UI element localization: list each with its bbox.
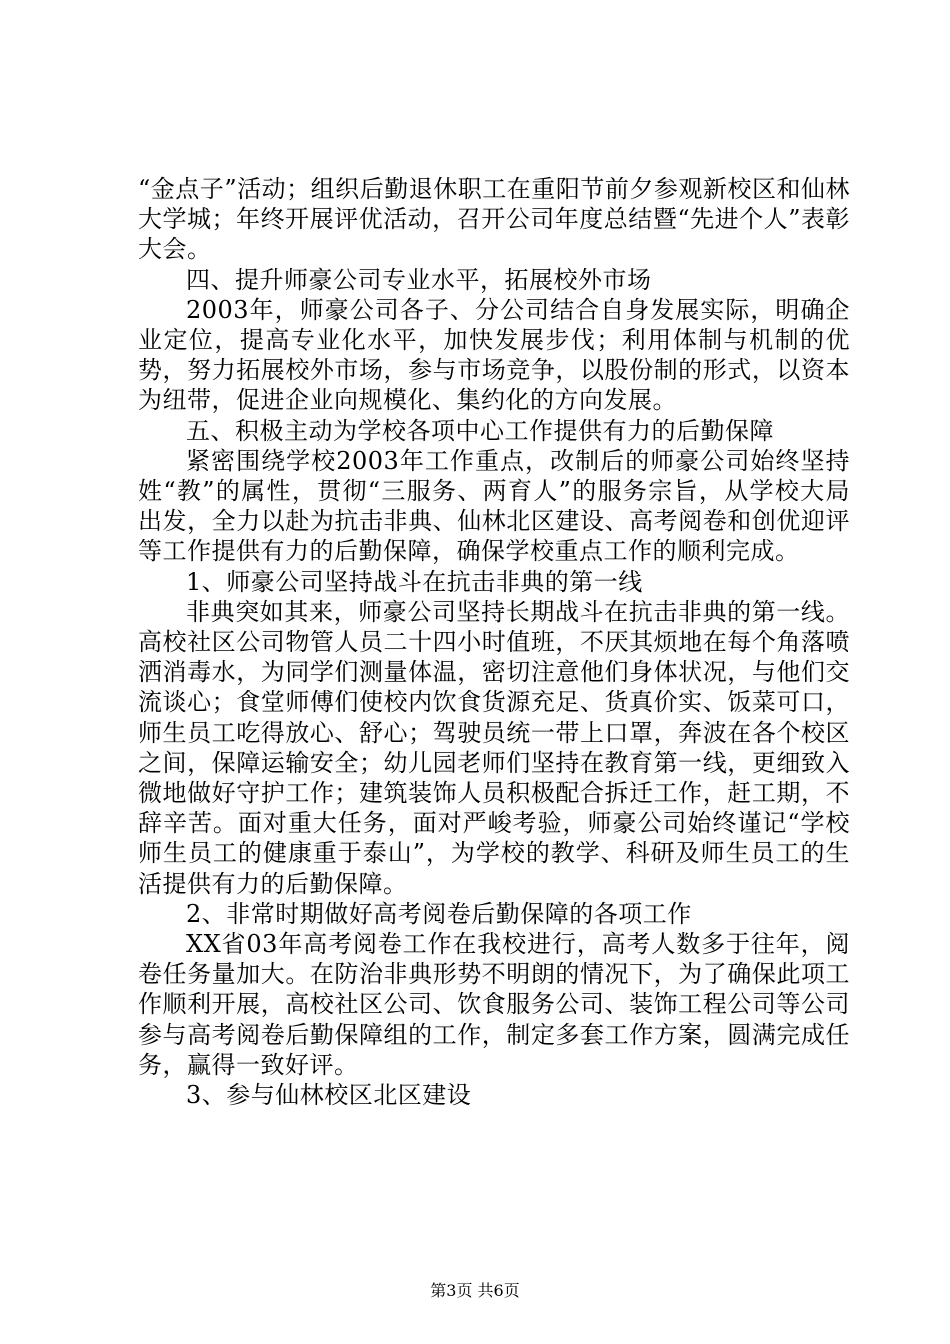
document-body [138,174,850,1110]
paragraph: 紧密围绕学校2003年工作重点，改制后的师豪公司始终坚持姓“教”的属性，贯彻“三服务、两育人”的服务宗旨，从学校大局出发，全力以赴为抗击非典、仙林北区建设、高考阅卷和创优迎评等工作提供有力的后勤保障，确保学校重点工作的顺利完成。 [138,446,850,566]
paragraph: “金点子”活动；组织后勤退休职工在重阳节前夕参观新校区和仙林大学城；年终开展评优活动，召开公司年度总结暨“先进个人”表彰大会。 [138,175,850,264]
section-heading: 五、积极主动为学校各项中心工作提供有力的后勤保障 [186,416,774,445]
subsection-heading: 2、非常时期做好高考阅卷后勤保障的各项工作 [186,899,692,928]
subsection-heading: 3、参与仙林校区北区建设 [186,1081,472,1110]
paragraph: 2003年，师豪公司各子、分公司结合自身发展实际，明确企业定位，提高专业化水平，加快发展步伐；利用体制与机制的优势，努力拓展校外市场，参与市场竞争，以股份制的形式，以资本为纽带，促进企业向规模化、集约化的方向发展。 [138,295,850,415]
section-heading: 四、提升师豪公司专业水平，拓展校外市场 [186,265,652,294]
paragraph: XX省03年高考阅卷工作在我校进行，高考人数多于往年，阅卷任务量加大。在防治非典形势不明朗的情况下，为了确保此项工作顺利开展，高校社区公司、饮食服务公司、装饰工程公司等公司参与高考阅卷后勤保障组的工作，制定多套工作方案，圆满完成任务，赢得一致好评。 [138,930,850,1079]
page-number-footer: 第3页 共6页 [430,1281,520,1300]
paragraph: 非典突如其来，师豪公司坚持长期战斗在抗击非典的第一线。高校社区公司物管人员二十四小时值班，不厌其烦地在每个角落喷洒消毒水，为同学们测量体温，密切注意他们身体状况，与他们交流谈心；食堂师傅们使校内饮食货源充足、货真价实、饭菜可口，师生员工吃得放心、舒心；驾驶员统一带上口罩，奔波在各个校区之间，保障运输安全；幼儿园老师们坚持在教育第一线，更细致入微地做好守护工作；建筑装饰人员积极配合拆迁工作，赶工期，不辞辛苦。面对重大任务，面对严峻考验，师豪公司始终谨记“学校师生员工的健康重于泰山”，为学校的教学、科研及师生员工的生活提供有力的后勤保障。 [138,597,850,898]
subsection-heading: 1、师豪公司坚持战斗在抗击非典的第一线 [186,567,643,596]
